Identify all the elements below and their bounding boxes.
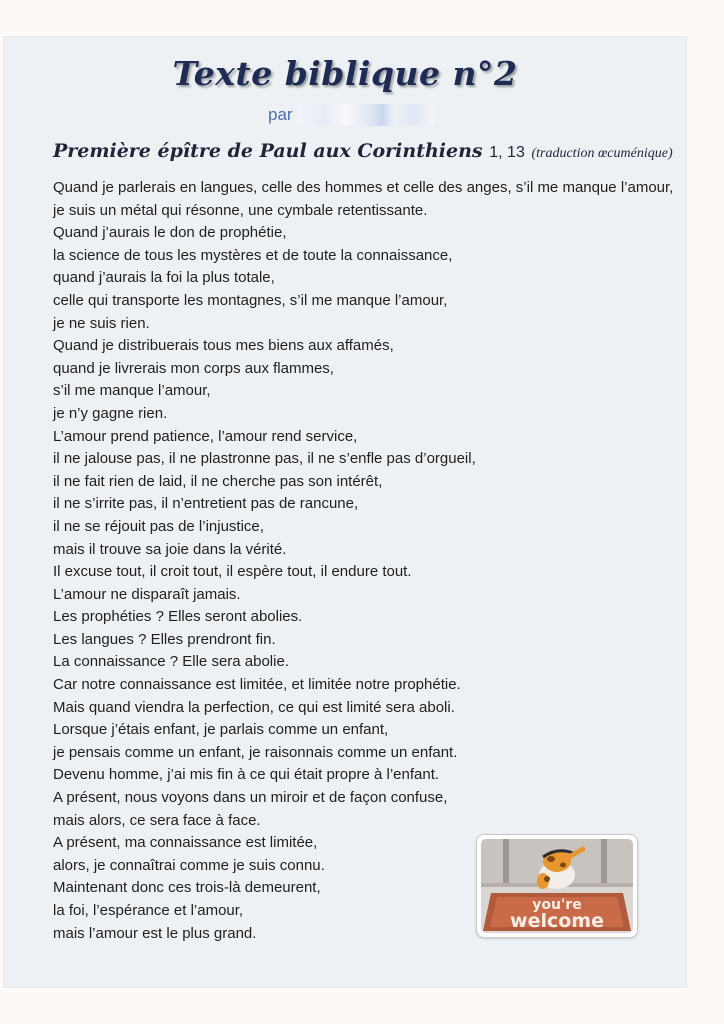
page-title: Texte biblique n°2 (172, 54, 518, 93)
passage-line: quand je livrerais mon corps aux flammes, (53, 359, 334, 377)
author-byline (268, 104, 435, 126)
passage-line: L’amour ne disparaît jamais. (53, 585, 241, 603)
passage-line: je suis un métal qui résonne, une cymbale retentissante. (53, 201, 428, 219)
passage-line: Lorsque j’étais enfant, je parlais comme un enfant, (53, 721, 389, 739)
passage-line: je pensais comme un enfant, je raisonnais comme un enfant. (53, 743, 458, 761)
passage-line: Maintenant donc ces trois-là demeurent, (53, 879, 321, 897)
welcome-mat-illustration (481, 839, 633, 933)
passage-line: La connaissance ? Elle sera abolie. (53, 653, 289, 671)
passage-line: il ne s’irrite pas, il n’entretient pas de rancune, (53, 495, 359, 513)
passage-text (53, 177, 673, 945)
passage-line: Devenu homme, j’ai mis fin à ce qui était propre à l’enfant. (53, 766, 440, 784)
passage-line: alors, je connaîtrai comme je suis connu. (53, 856, 325, 874)
passage-heading (53, 140, 673, 162)
passage-line: il ne se réjouit pas de l’injustice, (53, 517, 264, 535)
byline-prefix: par (268, 105, 293, 124)
passage-line: Quand je parlerais en langues, celle des hommes et celle des anges, s’il me manque l’amour, (53, 179, 674, 196)
passage-translation: (traduction œcuménique) (531, 146, 673, 161)
passage-line: A présent, nous voyons dans un miroir et de façon confuse, (53, 789, 448, 807)
passage-line: il ne jalouse pas, il ne plastronne pas, il ne s’enfle pas d’orgueil, (53, 450, 476, 468)
passage-line: s’il me manque l’amour, (53, 382, 211, 400)
passage-line: A présent, ma connaissance est limitée, (53, 834, 318, 852)
passage-line: Les langues ? Elles prendront fin. (53, 630, 276, 648)
sticker-text-welcome: welcome (510, 910, 604, 932)
passage-line: Car notre connaissance est limitée, et limitée notre prophétie. (53, 676, 461, 694)
passage-line: mais alors, ce sera face à face. (53, 811, 261, 829)
passage-reference: 1, 13 (489, 144, 525, 161)
passage-line: quand j’aurais la foi la plus totale, (53, 269, 275, 287)
passage-line: la foi, l’espérance et l’amour, (53, 902, 244, 919)
passage-line: Il excuse tout, il croit tout, il espère tout, il endure tout. (53, 563, 412, 581)
passage-line: il ne fait rien de laid, il ne cherche pas son intérêt, (53, 472, 383, 490)
sticker-text-youre: you're (532, 897, 582, 913)
passage-line: L’amour prend patience, l’amour rend service, (53, 427, 358, 445)
passage-line: Quand je distribuerais tous mes biens aux affamés, (53, 337, 394, 355)
passage-book: Première épître de Paul aux Corinthiens (53, 140, 483, 162)
passage-line: mais il trouve sa joie dans la vérité. (53, 540, 287, 558)
passage-line: Les prophéties ? Elles seront abolies. (53, 608, 303, 626)
passage-line: la science de tous les mystères et de toute la connaissance, (53, 246, 453, 264)
passage-line: celle qui transporte les montagnes, s’il me manque l’amour, (53, 291, 448, 309)
passage-line: Quand j’aurais le don de prophétie, (53, 224, 287, 242)
passage-line: je ne suis rien. (53, 314, 150, 332)
passage-line: mais l’amour est le plus grand. (53, 924, 257, 942)
passage-line: je n’y gagne rien. (53, 404, 168, 422)
passage-line: Mais quand viendra la perfection, ce qui est limité sera aboli. (53, 698, 455, 716)
redacted-author-name (297, 104, 435, 126)
youre-welcome-sticker (476, 834, 638, 938)
